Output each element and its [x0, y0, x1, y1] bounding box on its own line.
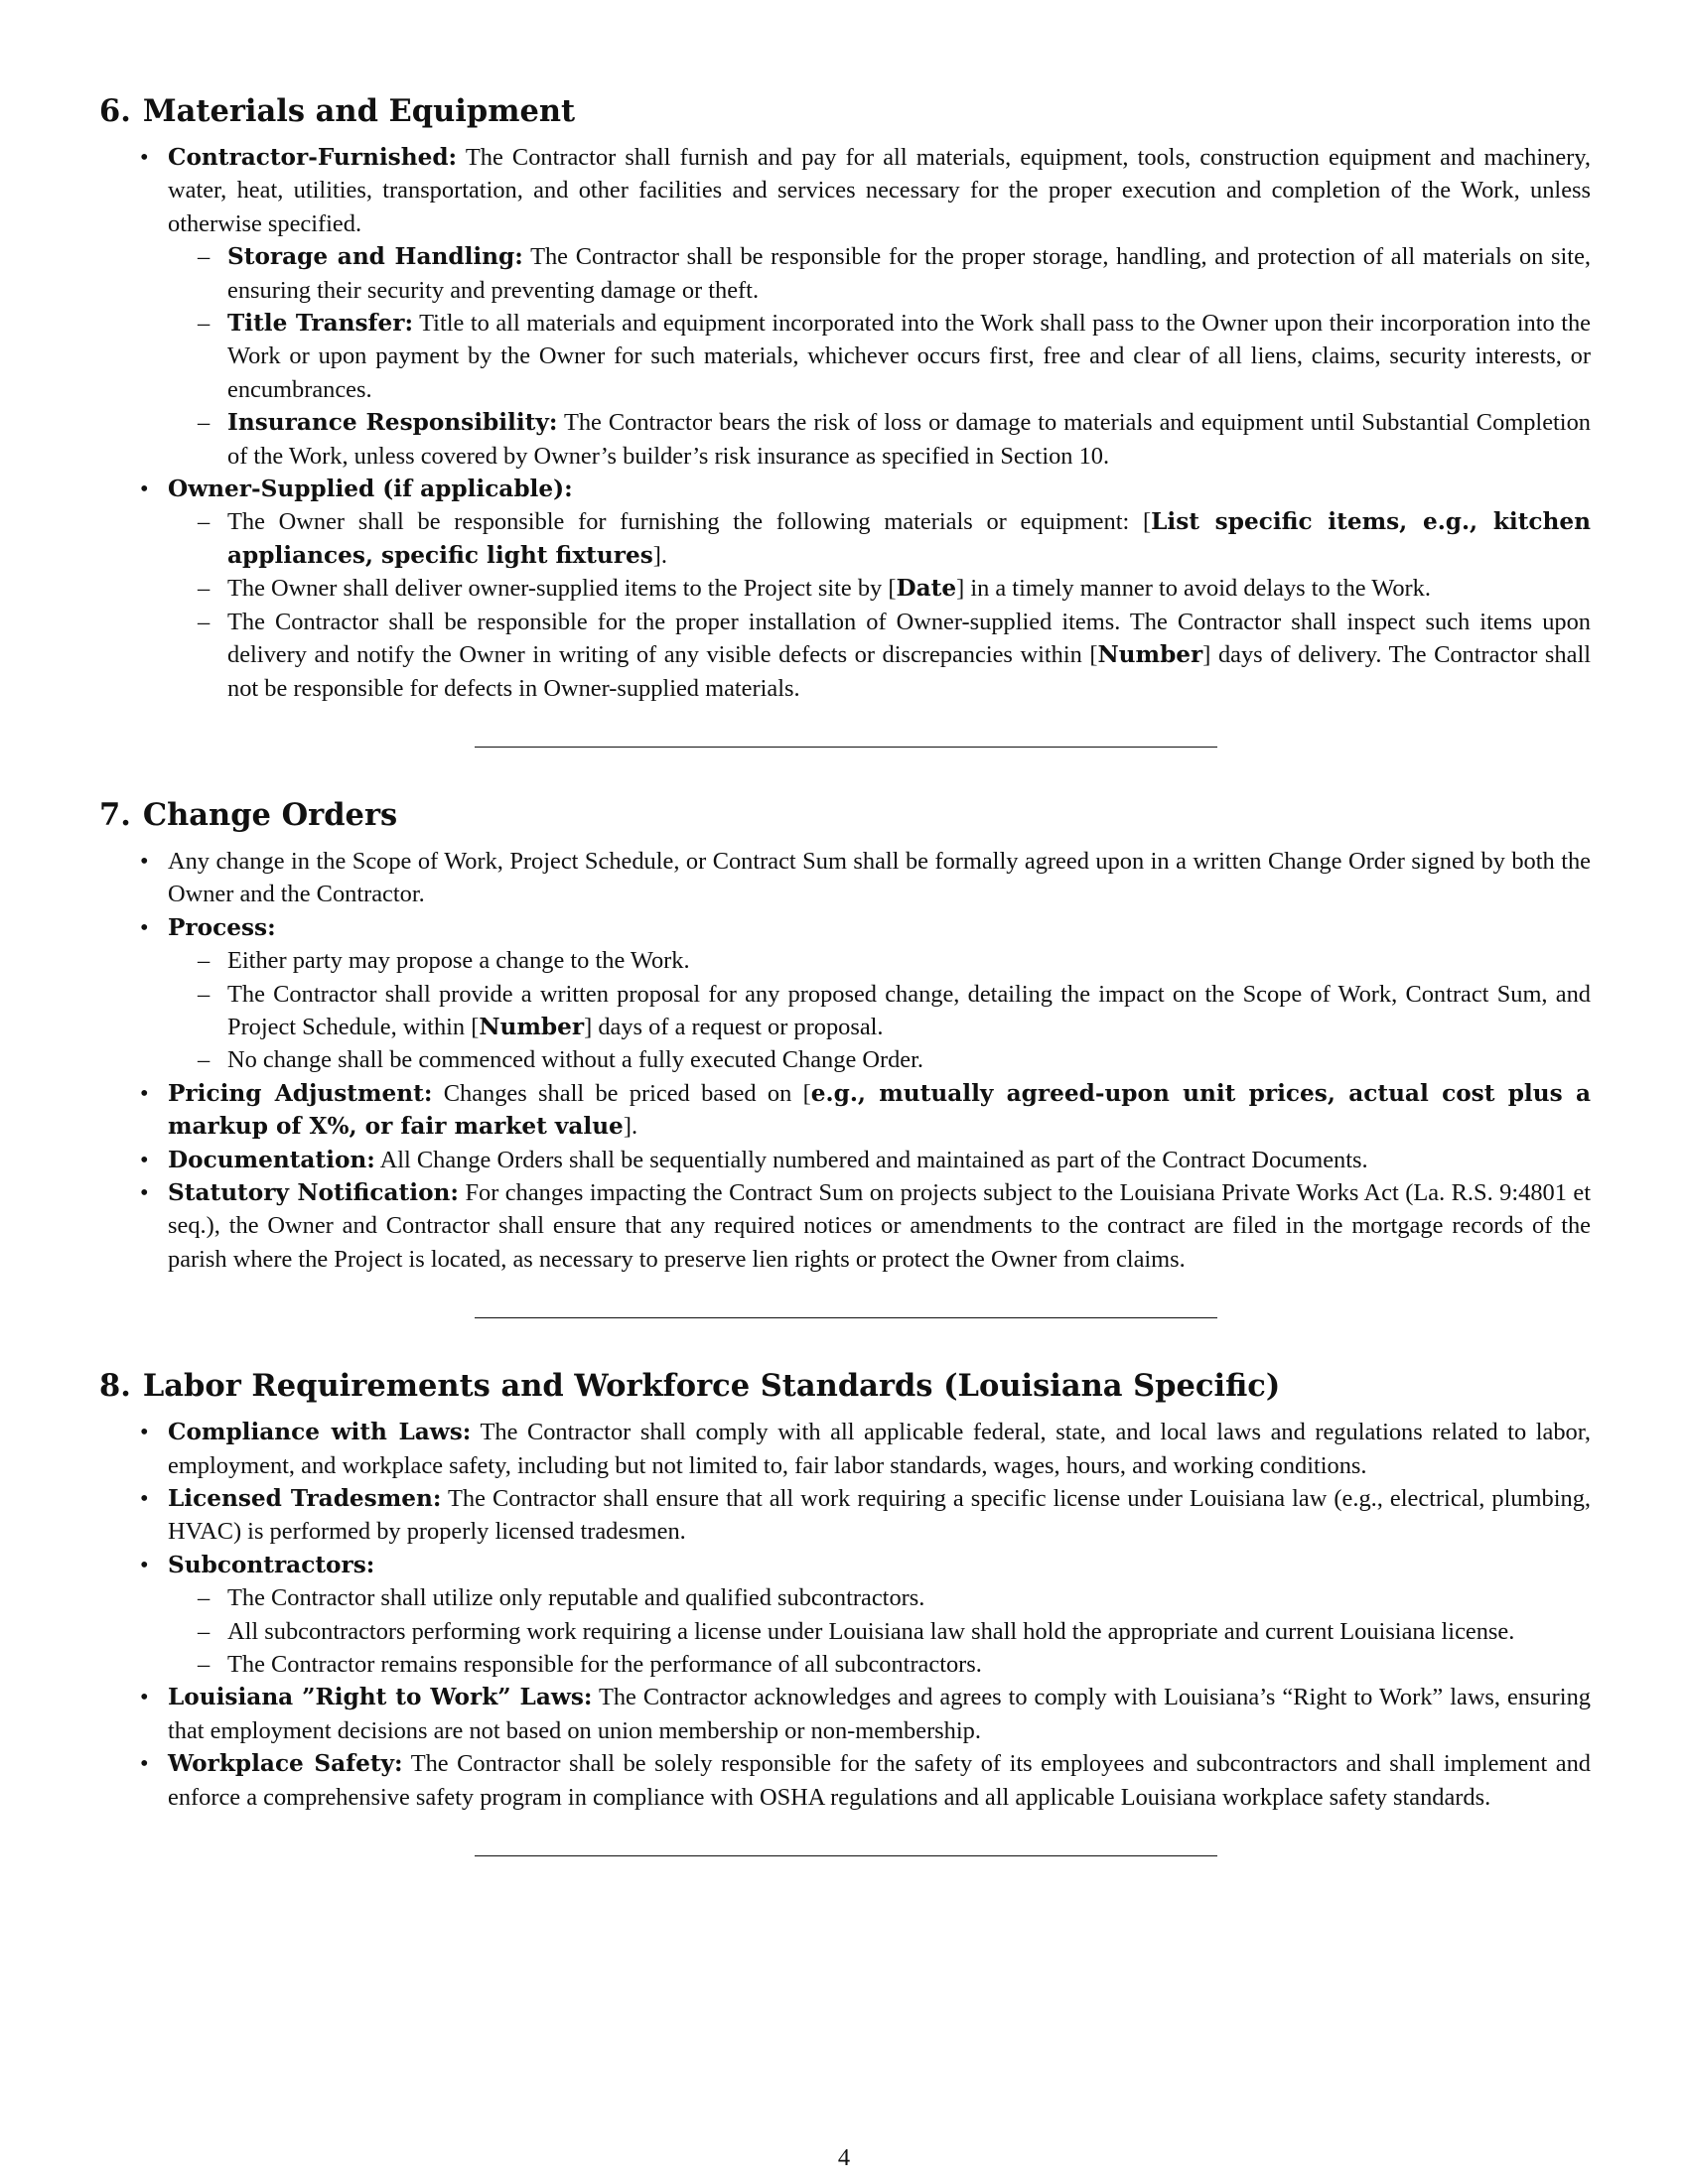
- bullet-list: [99, 1416, 1591, 1814]
- list-item: • Workplace Safety: The Contractor shall be solely responsible for the safety of its employees and subcontractors and shall implement and enforce a comprehensive safety program in compliance with OSHA regulations and all applicable Louisiana workplace safety standards.: [168, 1747, 1591, 1814]
- sub-list-item: – Insurance Responsibility: The Contractor bears the risk of loss or damage to materials and equipment until Substantial Completion of the Work, unless covered by Owner’s builder’s risk insurance as specified in Section 10.: [227, 406, 1591, 473]
- section-heading: 8. Labor Requirements and Workforce Standards (Louisiana Specific): [99, 1368, 1281, 1405]
- list-item: • Licensed Tradesmen: The Contractor shall ensure that all work requiring a specific license under Louisiana law (e.g., electrical, plumbing, HVAC) is performed by properly licensed tradesmen.: [168, 1482, 1591, 1549]
- sub-list: [168, 1581, 1591, 1681]
- sub-list-item: – The Contractor shall provide a written proposal for any proposed change, detailing the impact on the Scope of Work, Contract Sum, and Project Schedule, within [Number] days of a request or proposal.: [227, 978, 1591, 1044]
- sub-list-item: – Title Transfer: Title to all materials and equipment incorporated into the Work shall pass to the Owner upon their incorporation into the Work or upon payment by the Owner for such materials, whichever occurs first, free and clear of all liens, claims, security interests, or encumbrances.: [227, 307, 1591, 406]
- sub-list-item: – The Contractor remains responsible for the performance of all subcontractors.: [227, 1648, 1591, 1681]
- section-divider: [475, 1855, 1217, 1856]
- list-item: • Compliance with Laws: The Contractor shall comply with all applicable federal, state, and local laws and regulations related to labor, employment, and workplace safety, including but not limited to, fair labor standards, wages, hours, and working conditions.: [168, 1416, 1591, 1482]
- sub-list: [168, 505, 1591, 704]
- list-item: • Process: – Either party may propose a change to the Work. – The Contractor shall provide a written proposal for any proposed change, detailing the impact on the Scope of Work, Contract Sum, and Project Schedule, within [Number] days of a request or proposal. – No change shall be commenced without a fully executed Change Order.: [168, 911, 1591, 1077]
- section-heading: 7. Change Orders: [99, 796, 398, 833]
- list-item: • Documentation: All Change Orders shall be sequentially numbered and maintained as part of the Contract Documents.: [168, 1144, 1591, 1176]
- section-8: [99, 1366, 1591, 1856]
- sub-list: [168, 240, 1591, 473]
- section-heading: 6. Materials and Equipment: [99, 93, 576, 129]
- sub-list-item: – No change shall be commenced without a fully executed Change Order.: [227, 1043, 1591, 1076]
- sub-list-item: – The Owner shall deliver owner-supplied items to the Project site by [Date] in a timely manner to avoid delays to the Work.: [227, 572, 1591, 605]
- sub-list-item: – Either party may propose a change to the Work.: [227, 944, 1591, 977]
- sub-list-item: – The Contractor shall be responsible for the proper installation of Owner-supplied items. The Contractor shall inspect such items upon delivery and notify the Owner in writing of any visible defects or discrepancies within [Number] days of delivery. The Contractor shall not be responsible for defects in Owner-supplied materials.: [227, 606, 1591, 705]
- section-7: [99, 795, 1591, 1318]
- sub-list-item: – Storage and Handling: The Contractor shall be responsible for the proper storage, handling, and protection of all materials on site, ensuring their security and preventing damage or theft.: [227, 240, 1591, 307]
- bullet-list: [99, 845, 1591, 1276]
- list-item: • Any change in the Scope of Work, Project Schedule, or Contract Sum shall be formally agreed upon in a written Change Order signed by both the Owner and the Contractor.: [168, 845, 1591, 911]
- section-6: [99, 91, 1591, 748]
- sub-list-item: – All subcontractors performing work requiring a license under Louisiana law shall hold the appropriate and current Louisiana license.: [227, 1615, 1591, 1648]
- sub-list-item: – The Owner shall be responsible for furnishing the following materials or equipment: [List specific items, e.g., kitchen appliances, specific light fixtures].: [227, 505, 1591, 572]
- list-item: • Pricing Adjustment: Changes shall be priced based on [e.g., mutually agreed-upon unit prices, actual cost plus a markup of X%, or fair market value].: [168, 1077, 1591, 1144]
- list-item: • Statutory Notification: For changes impacting the Contract Sum on projects subject to the Louisiana Private Works Act (La. R.S. 9:4801 et seq.), the Owner and Contractor shall ensure that any required notices or amendments to the contract are filed in the mortgage records of the parish where the Project is located, as necessary to preserve lien rights or protect the Owner from claims.: [168, 1176, 1591, 1276]
- list-item: • Louisiana ”Right to Work” Laws: The Contractor acknowledges and agrees to comply with Louisiana’s “Right to Work” laws, ensuring that employment decisions are not based on union membership or non-membership.: [168, 1681, 1591, 1747]
- list-item: • Contractor-Furnished: The Contractor shall furnish and pay for all materials, equipment, tools, construction equipment and machinery, water, heat, utilities, transportation, and other facilities and services necessary for the proper execution and completion of the Work, unless otherwise specified. – Storage and Handling: The Contractor shall be responsible for the proper storage, handling, and protection of all materials on site, ensuring their security and preventing damage or theft. – Title Transfer: Title to all materials and equipment incorporated into the Work shall pass to the Owner upon their incorporation into the Work or upon payment by the Owner for such materials, whichever occurs first, free and clear of all liens, claims, security interests, or encumbrances. – Insurance Responsibility: The Contractor bears the risk of loss or damage to materials and equipment until Substantial Completion of the Work, unless covered by Owner’s builder’s risk insurance as specified in Section 10.: [168, 141, 1591, 473]
- document-page: [99, 91, 1591, 1856]
- page-number: 4: [837, 2144, 851, 2171]
- sub-list-item: – The Contractor shall utilize only reputable and qualified subcontractors.: [227, 1581, 1591, 1614]
- list-item: • Owner-Supplied (if applicable): – The Owner shall be responsible for furnishing the following materials or equipment: [List specific items, e.g., kitchen appliances, specific light fixtures]. – The Owner shall deliver owner-supplied items to the Project site by [Date] in a timely manner to avoid delays to the Work. – The Contractor shall be responsible for the proper installation of Owner-supplied items. The Contractor shall inspect such items upon delivery and notify the Owner in writing of any visible defects or discrepancies within [Number] days of delivery. The Contractor shall not be responsible for defects in Owner-supplied materials.: [168, 473, 1591, 705]
- sub-list: [168, 944, 1591, 1077]
- bullet-list: [99, 141, 1591, 705]
- list-item: • Subcontractors: – The Contractor shall utilize only reputable and qualified subcontractors. – All subcontractors performing work requiring a license under Louisiana law shall hold the appropriate and current Louisiana license. – The Contractor remains responsible for the performance of all subcontractors.: [168, 1549, 1591, 1682]
